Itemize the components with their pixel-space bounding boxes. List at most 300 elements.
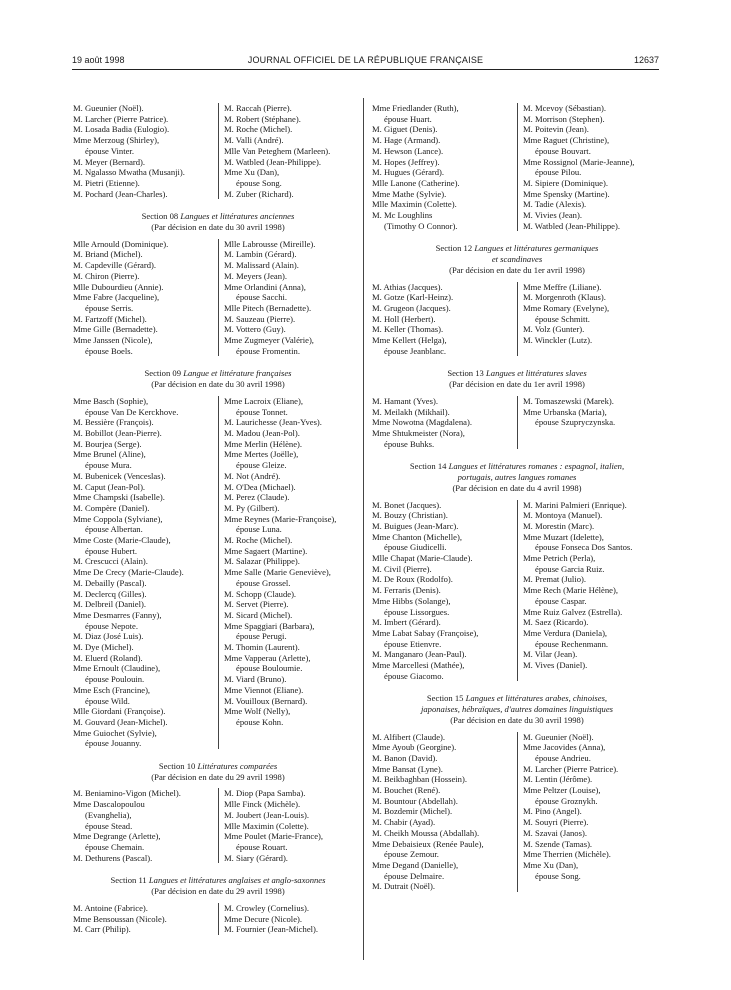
name-entry: M. Dye (Michel). — [73, 642, 134, 653]
name-entry: Mme Kellert (Helga), — [372, 335, 447, 346]
name-entry: épouse Sacchi. — [236, 292, 288, 303]
name-entry: Mme Champski (Isabelle). — [73, 492, 165, 503]
section-number: Section 09 — [144, 368, 182, 379]
section-title-line — [372, 243, 662, 254]
name-entry: M. Antoine (Fabrice). — [73, 902, 148, 913]
name-entry: M. Alfibert (Claude). — [372, 731, 446, 742]
name-entry: M. Volz (Gunter). — [523, 324, 585, 335]
section-title: Langues et littératures anglaises et anglo-saxonnes — [148, 875, 326, 886]
name-entry: M. Schopp (Claude). — [224, 588, 297, 599]
section-title: Langues et littératures slaves — [486, 368, 587, 379]
section-title-line — [73, 368, 363, 379]
name-entry: Mme Debaisieux (Renée Paule), — [372, 838, 484, 849]
page-number: 12637 — [633, 55, 659, 65]
name-entry: Mlle Dubourdieu (Annie). — [73, 281, 164, 292]
name-entry: M. De Roux (Rodolfo). — [372, 574, 453, 585]
name-entry: épouse Van De Kerckhove. — [85, 406, 179, 417]
name-entry: M. Winckler (Lutz). — [523, 335, 593, 346]
name-entry: M. Losada Badia (Eulogio). — [73, 124, 170, 135]
section-title: Langues et littératures romanes : espagnol, italien, — [448, 461, 625, 472]
name-subcolumn-left — [372, 732, 517, 893]
name-entry: épouse Etienvre. — [384, 638, 442, 649]
name-entry: M. Larcher (Pierre Patrice). — [523, 763, 619, 774]
name-entry: Mme Dascalopoulou — [73, 799, 145, 810]
name-entry: Mme Chanton (Michelle), — [372, 531, 462, 542]
name-entry: Mme Guiochet (Sylvie), — [73, 727, 157, 738]
header-rule — [72, 69, 659, 70]
name-entry: Mme Zugmeyer (Valérie), — [224, 335, 314, 346]
name-list — [372, 732, 662, 893]
name-entry: Mme Bansat (Lyne). — [372, 763, 443, 774]
name-entry: M. Dutrait (Noël). — [372, 881, 436, 892]
name-entry: Mlle Finck (Michèle). — [224, 799, 301, 810]
name-entry: Mme Mathe (Sylvie). — [372, 188, 447, 199]
name-entry: épouse Giudicelli. — [384, 542, 447, 553]
name-entry: épouse Lissorgues. — [384, 606, 450, 617]
name-subcolumn-right — [517, 732, 662, 893]
name-entry: M. Holl (Herbert). — [372, 313, 436, 324]
name-entry: M. Joubert (Jean-Louis). — [224, 809, 309, 820]
name-entry: M. Declercq (Gilles). — [73, 588, 147, 599]
name-entry: M. Vouilloux (Bernard). — [224, 695, 308, 706]
name-entry: M. Crowley (Cornelius). — [224, 902, 309, 913]
section-decision: (Par décision en date du 29 avril 1998) — [151, 771, 285, 782]
name-entry: M. Fournier (Jean-Michel). — [224, 924, 319, 935]
name-entry: M. Perez (Claude). — [224, 492, 290, 503]
section-title: Littératures comparées — [197, 761, 278, 772]
name-entry: M. Larcher (Pierre Patrice). — [73, 113, 169, 124]
column-divider — [363, 98, 364, 960]
name-entry: M. Manganaro (Jean-Paul). — [372, 649, 467, 660]
name-entry: Mme Friedlander (Ruth), — [372, 103, 459, 113]
name-entry: M. Sipiere (Dominique). — [523, 177, 608, 188]
name-entry: Mme Bensoussan (Nicole). — [73, 913, 167, 924]
name-entry: Mme Rech (Marie Hélène), — [523, 585, 618, 596]
section-title: Langues et littératures germaniques — [474, 243, 599, 254]
name-entry: Mme Ruiz Galvez (Estrella). — [523, 606, 623, 617]
name-entry: M. Vivies (Jean). — [523, 210, 582, 221]
section-number: Section 10 — [158, 761, 196, 772]
name-entry: Mme Wolf (Nelly), — [224, 706, 291, 717]
name-entry: M. Roche (Michel). — [224, 535, 293, 546]
name-entry: M. Pochard (Jean-Charles). — [73, 188, 168, 199]
name-subcolumn-right — [517, 103, 662, 231]
name-entry: Mme Nowotna (Magdalena). — [372, 417, 472, 428]
name-subcolumn-left — [73, 788, 218, 863]
name-entry: M. Ngalasso Mwatha (Musanji). — [73, 167, 185, 178]
name-entry: épouse Luna. — [236, 524, 282, 535]
name-entry: M. Szavai (Janos). — [523, 827, 587, 838]
name-entry: M. Gotze (Karl-Heinz). — [372, 292, 454, 303]
name-entry: M. Meyer (Bernard). — [73, 156, 146, 167]
name-entry: M. Viard (Bruno). — [224, 674, 287, 685]
section-number: Section 15 — [426, 693, 464, 704]
name-entry: M. Bouchet (René). — [372, 785, 441, 796]
name-entry: épouse Albertan. — [85, 524, 143, 535]
name-entry: Mme Verdura (Daniela), — [523, 627, 608, 638]
name-entry: Mme Xu (Dan), — [523, 860, 579, 870]
name-entry: Mme Hibbs (Solange), — [372, 595, 451, 606]
name-entry: M. Compère (Daniel). — [73, 502, 150, 513]
section-title-continued: japonaises, hébraïques, d'autres domaines linguistiques — [420, 704, 613, 715]
name-entry: épouse Perugi. — [236, 631, 287, 642]
name-entry: M. Hugues (Gérard). — [372, 167, 445, 178]
name-entry: M. Roche (Michel). — [224, 124, 293, 135]
name-entry: épouse Poulouin. — [85, 674, 145, 685]
name-entry: épouse Garcia Ruiz. — [535, 563, 605, 574]
name-subcolumn-right — [218, 103, 363, 199]
name-entry: épouse Song. — [236, 177, 282, 188]
name-entry: M. Eluerd (Roland). — [73, 652, 143, 663]
name-subcolumn-right — [517, 396, 662, 450]
name-entry: M. Chabir (Ayad). — [372, 817, 436, 828]
name-entry: M. Cheikh Moussa (Abdallah). — [372, 827, 480, 838]
section-title-line — [372, 693, 662, 704]
name-entry: M. Hewson (Lance). — [372, 145, 444, 156]
name-entry: Mlle Maximin (Colette). — [224, 820, 309, 831]
name-entry: M. Morgenroth (Klaus). — [523, 292, 606, 303]
name-entry: Mme Mertes (Joëlle), — [224, 449, 299, 460]
name-entry: Mme Jacovides (Anna), — [523, 742, 606, 753]
name-entry: M. Giguet (Denis). — [372, 124, 438, 135]
name-entry: épouse Wild. — [85, 695, 130, 706]
name-entry: épouse Jouanny. — [85, 738, 142, 749]
name-entry: Mlle Maximin (Colette). — [372, 199, 457, 210]
name-entry: M. Gouvard (Jean-Michel). — [73, 716, 168, 727]
name-entry: M. Hopes (Jeffrey). — [372, 156, 440, 167]
section-title-line-2 — [372, 472, 662, 483]
name-entry: M. Grugeon (Jacques). — [372, 302, 451, 313]
name-entry: M. Sicard (Michel). — [224, 609, 293, 620]
name-entry: M. Vives (Daniel). — [523, 660, 588, 671]
name-entry: M. Ferraris (Denis). — [372, 585, 441, 596]
name-entry: Mme Viennot (Eliane). — [224, 684, 304, 695]
section-number: Section 11 — [110, 875, 147, 886]
name-list — [372, 282, 662, 357]
name-entry: Mme Spensky (Martine). — [523, 188, 610, 199]
name-entry: Mme Degrange (Arlette), — [73, 831, 161, 842]
name-entry: épouse Mura. — [85, 460, 132, 471]
name-entry: M. Keller (Thomas). — [372, 324, 444, 335]
name-entry: M. Lambin (Gérard). — [224, 249, 297, 260]
name-entry: Mme Peltzer (Louise), — [523, 785, 601, 796]
name-entry: M. Zuber (Richard). — [224, 188, 294, 199]
name-entry: épouse Hubert. — [85, 545, 138, 556]
name-entry: Mme Romary (Evelyne), — [523, 302, 610, 313]
name-entry: M. Diaz (José Luis). — [73, 631, 144, 642]
name-entry: épouse Grossel. — [236, 577, 291, 588]
name-entry: M. Premat (Julio). — [523, 574, 587, 585]
section-title-continued: portugais, autres langues romanes — [457, 472, 577, 483]
name-entry: M. Capdeville (Gérard). — [73, 260, 157, 271]
name-entry: (Evanghelia), — [85, 809, 132, 820]
name-entry: épouse Tonnet. — [236, 406, 288, 417]
section-decision: (Par décision en date du 1er avril 1998) — [449, 264, 585, 275]
name-entry: Mme Janssen (Nicole), — [73, 335, 153, 346]
name-entry: M. Montoya (Manuel). — [523, 510, 603, 521]
name-entry: Mme Coste (Marie-Claude), — [73, 535, 171, 546]
section-heading — [73, 211, 363, 232]
name-entry: M. Poitevin (Jean). — [523, 124, 589, 135]
name-list — [73, 903, 363, 935]
section-decision: (Par décision en date du 30 avril 1998) — [450, 714, 584, 725]
name-entry: M. Bourjea (Serge). — [73, 438, 142, 449]
name-entry: M. Bountour (Abdellah). — [372, 795, 458, 806]
name-entry: M. Meilakh (Mikhail). — [372, 406, 450, 417]
name-entry: épouse Rouart. — [236, 842, 288, 852]
name-entry: M. Beniamino-Vigon (Michel). — [73, 788, 181, 799]
name-entry: M. Bozdemir (Michel). — [372, 806, 453, 817]
name-entry: Mme Marcellesi (Mathée), — [372, 660, 465, 671]
section-title-continued: et scandinaves — [491, 254, 543, 265]
section-title-line — [372, 461, 662, 472]
name-entry: Mme Brunel (Aline), — [73, 449, 146, 460]
name-entry: M. Lentin (Jérôme). — [523, 774, 593, 785]
name-entry: épouse Giacomo. — [384, 670, 444, 681]
name-entry: Mme Desmarres (Fanny), — [73, 609, 162, 620]
name-entry: Mme Labat Sabay (Françoise), — [372, 627, 479, 638]
name-list — [73, 396, 363, 749]
name-entry: M. Pino (Angel). — [523, 806, 582, 817]
name-entry: épouse Jeanblanc. — [384, 345, 447, 356]
page-header — [72, 55, 659, 69]
name-list — [73, 788, 363, 863]
name-entry: M. Fartzoff (Michel). — [73, 313, 147, 324]
name-entry: Mme Merlin (Hélène). — [224, 438, 303, 449]
name-entry: Mme Therrien (Michèle). — [523, 849, 611, 860]
name-entry: M. Mcevoy (Sébastian). — [523, 103, 607, 113]
name-entry: Mme Meffre (Liliane). — [523, 281, 602, 292]
name-entry: M. Watbled (Jean-Philippe). — [523, 220, 621, 231]
name-entry: Mme Rossignol (Marie-Jeanne), — [523, 156, 635, 167]
section-decision: (Par décision en date du 4 avril 1998) — [452, 482, 582, 493]
name-entry: Mme Shtukmeister (Nora), — [372, 427, 465, 438]
name-entry: M. Beikbaghban (Hossein). — [372, 774, 467, 785]
name-entry: M. Mc Loughlins — [372, 210, 433, 221]
name-list — [372, 396, 662, 450]
name-entry: M. Imbert (Gérard). — [372, 617, 441, 628]
name-entry: Mme Basch (Sophie), — [73, 395, 149, 406]
name-entry: épouse Nepote. — [85, 620, 138, 631]
name-entry: M. Dethurens (Pascal). — [73, 852, 153, 863]
name-subcolumn-left — [372, 103, 517, 231]
section-heading — [372, 368, 662, 389]
name-entry: Mlle Chapat (Marie-Claude). — [372, 553, 473, 564]
name-subcolumn-left — [372, 282, 517, 357]
name-entry: épouse Boels. — [85, 345, 133, 356]
name-entry: Mme Sagaert (Martine). — [224, 545, 308, 556]
name-entry: Mme Decure (Nicole). — [224, 913, 303, 924]
name-entry: M. Bouzy (Christian). — [372, 510, 448, 521]
name-entry: M. Szende (Tamas). — [523, 838, 593, 849]
name-entry: M. Not (André). — [224, 470, 281, 481]
section-title: Langues et littératures arabes, chinoises, — [465, 693, 608, 704]
name-entry: M. Thomin (Laurent). — [224, 642, 300, 653]
name-subcolumn-right — [218, 396, 363, 749]
name-entry: épouse Song. — [535, 870, 581, 881]
section-heading — [73, 875, 363, 896]
name-list — [73, 239, 363, 357]
section-title-line — [73, 211, 363, 222]
name-entry: épouse Zemour. — [384, 849, 439, 860]
section-title-line — [73, 761, 363, 772]
section-heading — [372, 243, 662, 275]
name-entry: M. Watbled (Jean-Philippe). — [224, 156, 322, 167]
section-title-line — [372, 368, 662, 379]
name-entry: Mme Petrich (Perla), — [523, 553, 596, 564]
name-entry: M. Siary (Gérard). — [224, 852, 288, 863]
name-subcolumn-right — [218, 788, 363, 863]
name-entry: Mme Gille (Bernadette). — [73, 324, 158, 335]
name-entry: M. Marini Palmieri (Enrique). — [523, 499, 627, 510]
name-entry: M. Buigues (Jean-Marc). — [372, 520, 459, 531]
name-entry: Mme Muzart (Idelette), — [523, 531, 604, 542]
name-subcolumn-left — [73, 239, 218, 357]
name-entry: épouse Gleize. — [236, 460, 287, 471]
name-entry: M. Madou (Jean-Pol). — [224, 427, 300, 438]
name-subcolumn-left — [372, 500, 517, 682]
name-subcolumn-left — [73, 396, 218, 749]
name-entry: M. Banon (David). — [372, 752, 438, 763]
name-entry: épouse Groznykh. — [535, 795, 598, 806]
name-entry: M. Bobillot (Jean-Pierre). — [73, 427, 162, 438]
name-entry: Mlle Arnould (Dominique). — [73, 238, 169, 249]
name-entry: Mme Raguet (Christine), — [523, 135, 610, 146]
section-title-line-2 — [372, 704, 662, 715]
section-heading — [73, 368, 363, 389]
journal-title: JOURNAL OFFICIEL DE LA RÉPUBLIQUE FRANÇAISE — [247, 55, 484, 65]
right-column — [372, 103, 662, 904]
name-subcolumn-right — [517, 282, 662, 357]
name-entry: M. Vottero (Guy). — [224, 324, 286, 335]
name-entry: Mlle Giordani (Françoise). — [73, 706, 166, 717]
name-entry: épouse Huart. — [384, 113, 432, 124]
name-entry: M. Servet (Pierre). — [224, 599, 289, 610]
name-entry: Mme De Crecy (Marie-Claude). — [73, 567, 184, 578]
name-entry: Mme Poulet (Marie-France), — [224, 831, 324, 842]
name-subcolumn-left — [372, 396, 517, 450]
name-entry: M. Gueunier (Noël). — [523, 731, 594, 742]
name-entry: Mme Urbanska (Maria), — [523, 406, 607, 417]
name-entry: M. Salazar (Philippe). — [224, 556, 300, 567]
name-subcolumn-right — [218, 903, 363, 935]
name-entry: M. Py (Gilbert). — [224, 502, 280, 513]
name-entry: M. Hamant (Yves). — [372, 395, 438, 406]
section-decision: (Par décision en date du 29 avril 1998) — [151, 886, 285, 897]
section-decision: (Par décision en date du 1er avril 1998) — [449, 379, 585, 390]
name-entry: (Timothy O Connor). — [384, 220, 458, 231]
name-entry: M. Diop (Papa Samba). — [224, 788, 306, 799]
section-number: Section 14 — [409, 461, 447, 472]
name-entry: épouse Bouvart. — [535, 145, 591, 156]
name-entry: M. Laurichesse (Jean-Yves). — [224, 417, 322, 428]
name-entry: M. Bessière (François). — [73, 417, 154, 428]
name-entry: Mme Lacroix (Eliane), — [224, 395, 303, 406]
name-entry: épouse Pilou. — [535, 167, 582, 178]
name-entry: M. Vilar (Jean). — [523, 649, 578, 660]
name-entry: épouse Andrieu. — [535, 752, 591, 763]
name-entry: Mme Xu (Dan), — [224, 167, 280, 178]
name-entry: épouse Buhks. — [384, 438, 435, 449]
name-entry: M. Crescucci (Alain). — [73, 556, 148, 567]
name-entry: M. Pietri (Etienne). — [73, 177, 140, 188]
section-heading — [372, 461, 662, 493]
name-entry: M. O'Dea (Michael). — [224, 481, 296, 492]
section-decision: (Par décision en date du 30 avril 1998) — [151, 222, 285, 233]
name-entry: Mlle Labrousse (Mireille). — [224, 238, 316, 249]
name-entry: Mlle Pitech (Bernadette). — [224, 302, 312, 313]
name-list — [372, 103, 662, 231]
name-entry: M. Souyri (Pierre). — [523, 817, 589, 828]
name-entry: Mme Ayoub (Georgine). — [372, 742, 457, 753]
issue-date: 19 août 1998 — [72, 55, 125, 65]
name-entry: épouse Fromentin. — [236, 345, 300, 356]
section-title-line — [73, 875, 363, 886]
name-entry: Mme Esch (Francine), — [73, 684, 151, 695]
name-entry: M. Bonet (Jacques). — [372, 499, 442, 510]
section-decision: (Par décision en date du 30 avril 1998) — [151, 379, 285, 390]
name-entry: M. Bubenicek (Venceslas). — [73, 470, 166, 481]
name-entry: M. Tadie (Alexis). — [523, 199, 587, 210]
name-entry: M. Carr (Philip). — [73, 924, 131, 935]
name-entry: M. Sauzeau (Pierre). — [224, 313, 296, 324]
name-entry: épouse Rechenmann. — [535, 638, 609, 649]
name-entry: M. Delbreil (Daniel). — [73, 599, 147, 610]
name-entry: Mme Orlandini (Anna), — [224, 281, 306, 292]
name-entry: M. Malissard (Alain). — [224, 260, 299, 271]
section-heading — [73, 761, 363, 782]
section-title: Langue et littérature françaises — [183, 368, 292, 379]
name-entry: Mme Coppola (Sylviane), — [73, 513, 163, 524]
name-entry: M. Robert (Stéphane). — [224, 113, 301, 124]
name-entry: M. Hage (Armand). — [372, 135, 441, 146]
name-subcolumn-left — [73, 903, 218, 935]
name-entry: M. Caput (Jean-Pol). — [73, 481, 146, 492]
name-entry: M. Morrison (Stephen). — [523, 113, 605, 124]
name-entry: Mme Ernoult (Claudine), — [73, 663, 161, 674]
name-entry: épouse Bouloumie. — [236, 663, 303, 674]
name-entry: M. Briand (Michel). — [73, 249, 143, 260]
section-heading — [372, 693, 662, 725]
name-list — [372, 500, 662, 682]
name-entry: épouse Kohn. — [236, 716, 284, 727]
name-entry: Mlle Lanone (Catherine). — [372, 177, 460, 188]
name-entry: M. Tomaszewski (Marek). — [523, 395, 614, 406]
name-entry: M. Meyers (Jean). — [224, 270, 288, 281]
section-number: Section 08 — [141, 211, 179, 222]
left-column — [73, 103, 363, 947]
name-subcolumn-right — [517, 500, 662, 682]
name-entry: Mme Reynes (Marie-Françoise), — [224, 513, 337, 524]
name-entry: M. Gueunier (Noël). — [73, 103, 144, 113]
section-title-line-2 — [372, 254, 662, 265]
name-entry: Mme Spaggiari (Barbara), — [224, 620, 315, 631]
name-list — [73, 103, 363, 199]
name-entry: Mme Salle (Marie Geneviève), — [224, 567, 331, 578]
name-entry: Mme Vapperau (Arlette), — [224, 652, 311, 663]
name-entry: épouse Serris. — [85, 302, 134, 313]
name-entry: M. Athias (Jacques). — [372, 281, 443, 292]
name-entry: Mlle Van Peteghem (Marleen). — [224, 145, 331, 156]
name-entry: Mme Merzoug (Shirley), — [73, 135, 160, 146]
name-entry: M. Chiron (Pierre). — [73, 270, 140, 281]
name-entry: épouse Caspar. — [535, 595, 587, 606]
name-entry: épouse Stead. — [85, 820, 133, 831]
name-entry: épouse Fonseca Dos Santos. — [535, 542, 633, 553]
name-entry: M. Civil (Pierre). — [372, 563, 432, 574]
section-number: Section 12 — [435, 243, 473, 254]
name-entry: épouse Chemain. — [85, 842, 145, 852]
